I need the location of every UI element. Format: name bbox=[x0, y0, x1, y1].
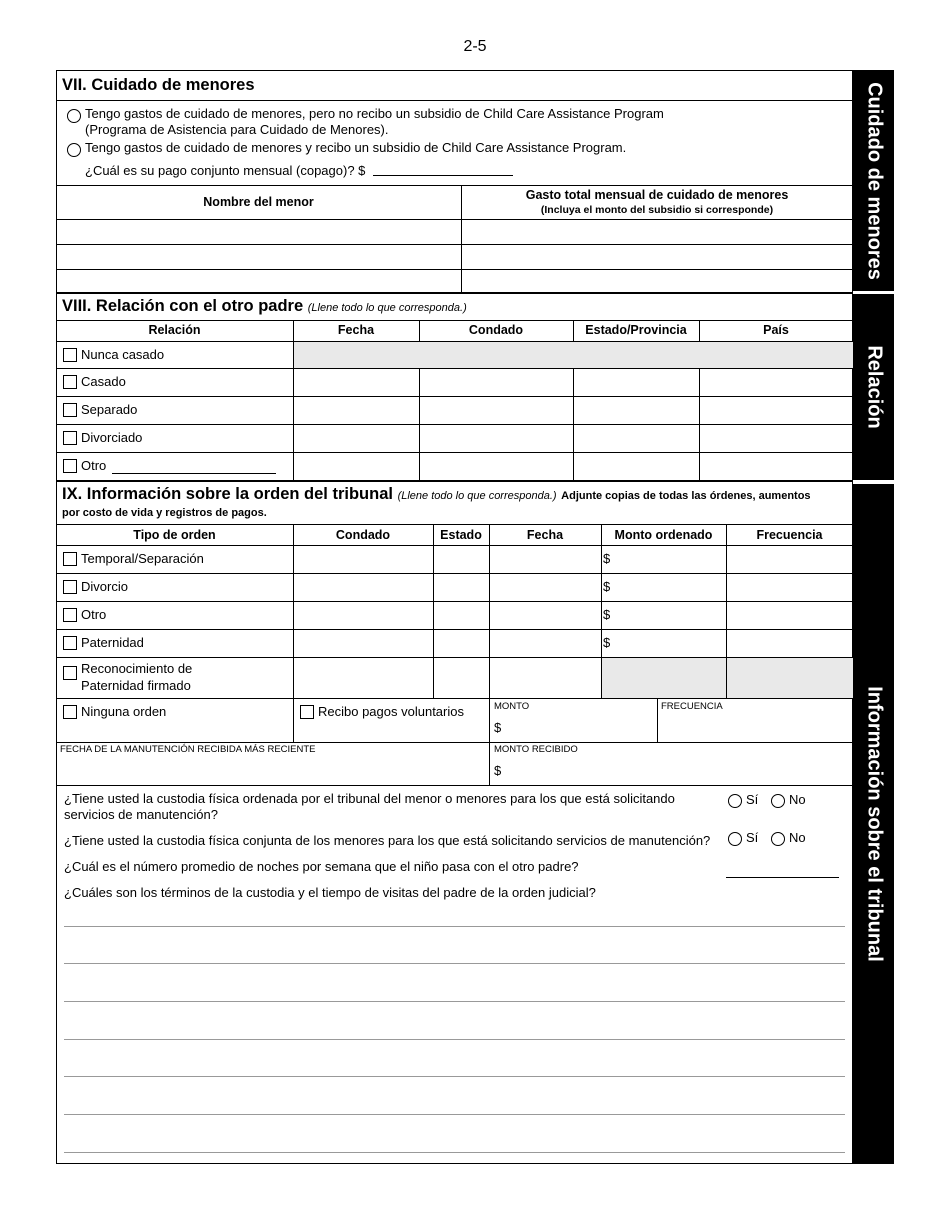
temporary-order-label: Temporal/Separación bbox=[81, 551, 204, 566]
copay-label: ¿Cuál es su pago conjunto mensual (copago)? $ bbox=[85, 163, 366, 178]
no-order-checkbox[interactable] bbox=[63, 705, 77, 719]
order-header-amount: Monto ordenado bbox=[614, 528, 713, 542]
custody-terms-line-2[interactable] bbox=[64, 963, 845, 964]
currency-symbol: $ bbox=[494, 763, 502, 778]
voluntary-payments-checkbox[interactable] bbox=[300, 705, 314, 719]
order-header-frequency: Frecuencia bbox=[756, 528, 823, 542]
child-name-cell-2[interactable] bbox=[56, 245, 461, 269]
question-1-line-1: ¿Tiene usted la custodia física ordenada por el tribunal del menor o menores para los que está solicitando bbox=[64, 791, 675, 806]
voluntary-amount-label: MONTO bbox=[494, 701, 530, 712]
child-care-option-2: Tengo gastos de cuidado de menores y recibo un subsidio de Child Care Assistance Program. bbox=[85, 140, 627, 155]
side-tab-child-care-label: Cuidado de menores bbox=[863, 81, 885, 280]
child-expense-cell-1[interactable] bbox=[462, 220, 853, 244]
rel-header-date: Fecha bbox=[337, 323, 375, 337]
other-order-label: Otro bbox=[81, 607, 107, 622]
custody-terms-line-7[interactable] bbox=[64, 1152, 845, 1153]
rel-header-relationship: Relación bbox=[148, 323, 201, 337]
paternity-acknowledgment-line-2: Paternidad firmado bbox=[81, 678, 191, 693]
acknowledgment-shaded bbox=[602, 658, 853, 698]
q1-yes-label: Sí bbox=[746, 792, 759, 807]
separated-label: Separado bbox=[81, 402, 138, 417]
child-care-with-subsidy-radio[interactable] bbox=[67, 143, 81, 157]
separated-checkbox[interactable] bbox=[63, 403, 77, 417]
question-3: ¿Cuál es el número promedio de noches por semana que el niño pasa con el otro padre? bbox=[64, 859, 579, 874]
married-checkbox[interactable] bbox=[63, 375, 77, 389]
side-tab-court-label: Información sobre el tribunal bbox=[863, 686, 885, 962]
paternity-acknowledgment-line-1: Reconocimiento de bbox=[81, 661, 193, 676]
currency-symbol: $ bbox=[603, 607, 611, 622]
q1-no-radio[interactable] bbox=[771, 794, 785, 808]
paternity-order-label: Paternidad bbox=[81, 635, 144, 650]
child-name-cell-1[interactable] bbox=[56, 220, 461, 244]
paternity-order-checkbox[interactable] bbox=[63, 636, 77, 650]
q2-yes-label: Sí bbox=[746, 830, 759, 845]
voluntary-payments-label: Recibo pagos voluntarios bbox=[318, 704, 464, 719]
currency-symbol: $ bbox=[603, 635, 611, 650]
section-9-instruction-1: Adjunte copias de todas las órdenes, aumentos bbox=[561, 490, 811, 502]
section-9-title: IX. Información sobre la orden del tribunal (Llene todo lo que corresponda.) Adjunte copias de todas las órdenes, aumentos bbox=[62, 485, 811, 503]
q1-no-label: No bbox=[789, 792, 806, 807]
section-7-title: VII. Cuidado de menores bbox=[62, 76, 255, 94]
child-care-option-1-line-1: Tengo gastos de cuidado de menores, pero no recibo un subsidio de Child Care Assistance Program bbox=[85, 106, 664, 121]
paternity-acknowledgment-checkbox[interactable] bbox=[63, 666, 77, 680]
divorced-label: Divorciado bbox=[81, 430, 143, 445]
question-1-line-2: servicios de manutención? bbox=[64, 807, 218, 822]
other-relationship-label: Otro bbox=[81, 458, 107, 473]
section-9-instruction-2: por costo de vida y registros de pagos. bbox=[62, 507, 267, 519]
question-4: ¿Cuáles son los términos de la custodia y el tiempo de visitas del padre de la orden judicial? bbox=[64, 885, 596, 900]
side-tab-relationship-label: Relación bbox=[863, 345, 885, 429]
side-tab-court bbox=[853, 484, 894, 1164]
q2-no-label: No bbox=[789, 830, 806, 845]
never-married-shaded bbox=[294, 342, 853, 368]
section-8-note: (Llene todo lo que corresponda.) bbox=[307, 302, 467, 314]
rel-header-county: Condado bbox=[468, 323, 524, 337]
married-label: Casado bbox=[81, 374, 126, 389]
rel-header-country: País bbox=[763, 323, 789, 337]
no-order-label: Ninguna orden bbox=[81, 704, 167, 719]
side-tab-child-care bbox=[853, 70, 894, 291]
rel-header-state: Estado/Provincia bbox=[585, 323, 687, 337]
page-number: 2-5 bbox=[463, 38, 487, 55]
child-care-no-subsidy-radio[interactable] bbox=[67, 109, 81, 123]
temporary-order-checkbox[interactable] bbox=[63, 552, 77, 566]
custody-terms-line-4[interactable] bbox=[64, 1039, 845, 1040]
col-child-name: Nombre del menor bbox=[203, 195, 314, 209]
col-child-care-expense-note: (Incluya el monto del subsidio si corresponde) bbox=[540, 204, 774, 216]
order-header-type: Tipo de orden bbox=[133, 528, 216, 542]
divorce-order-checkbox[interactable] bbox=[63, 580, 77, 594]
order-header-date: Fecha bbox=[526, 528, 564, 542]
child-care-option-1-line-2: (Programa de Asistencia para Cuidado de Menores). bbox=[85, 122, 389, 137]
never-married-checkbox[interactable] bbox=[63, 348, 77, 362]
order-header-county: Condado bbox=[335, 528, 391, 542]
last-payment-date-label: FECHA DE LA MANUTENCIÓN RECIBIDA MÁS RECIENTE bbox=[60, 744, 316, 755]
amount-received-label: MONTO RECIBIDO bbox=[494, 744, 578, 755]
currency-symbol: $ bbox=[603, 551, 611, 566]
currency-symbol: $ bbox=[603, 579, 611, 594]
side-tab-relationship bbox=[853, 294, 894, 480]
nights-per-week-input[interactable] bbox=[726, 877, 839, 878]
other-order-checkbox[interactable] bbox=[63, 608, 77, 622]
q1-yes-radio[interactable] bbox=[728, 794, 742, 808]
custody-terms-line-1[interactable] bbox=[64, 926, 845, 927]
other-relationship-checkbox[interactable] bbox=[63, 459, 77, 473]
copay-input[interactable] bbox=[373, 175, 513, 176]
custody-terms-line-6[interactable] bbox=[64, 1114, 845, 1115]
other-relationship-input[interactable] bbox=[112, 473, 276, 474]
currency-symbol: $ bbox=[494, 720, 502, 735]
divorce-order-label: Divorcio bbox=[81, 579, 128, 594]
section-8-title: VIII. Relación con el otro padre (Llene todo lo que corresponda.) bbox=[62, 297, 467, 315]
divorced-checkbox[interactable] bbox=[63, 431, 77, 445]
never-married-label: Nunca casado bbox=[81, 347, 165, 362]
section-9-note: (Llene todo lo que corresponda.) bbox=[397, 490, 557, 502]
voluntary-frequency-label: FRECUENCIA bbox=[661, 701, 723, 712]
custody-terms-line-5[interactable] bbox=[64, 1076, 845, 1077]
child-expense-cell-3[interactable] bbox=[462, 270, 853, 292]
q2-no-radio[interactable] bbox=[771, 832, 785, 846]
child-name-cell-3[interactable] bbox=[56, 270, 461, 292]
col-child-care-expense: Gasto total mensual de cuidado de menores bbox=[525, 188, 789, 202]
order-header-state: Estado bbox=[440, 528, 482, 542]
question-2: ¿Tiene usted la custodia física conjunta de los menores para los que está solicitando servicios de manutención? bbox=[64, 833, 711, 848]
custody-terms-line-3[interactable] bbox=[64, 1001, 845, 1002]
q2-yes-radio[interactable] bbox=[728, 832, 742, 846]
child-expense-cell-2[interactable] bbox=[462, 245, 853, 269]
